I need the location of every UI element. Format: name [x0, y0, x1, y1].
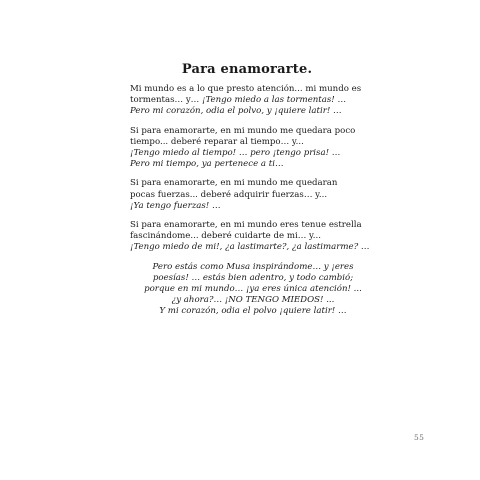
poem-line: Pero estás como Musa inspirándome… y ¡eres [152, 261, 354, 272]
poem-line-part: tormentas… y… [130, 95, 202, 106]
stanza-4 [130, 220, 370, 254]
stanza-1 [130, 84, 370, 118]
poem-title: Para enamorarte. [181, 62, 313, 77]
poem-line: porque en mi mundo… ¡ya eres única atención! ... [144, 284, 362, 295]
poem-line: Si para enamorarte, en mi mundo me quedaran [130, 178, 338, 189]
poem-line: Mi mundo es a lo que presto atención... mi mundo es [130, 84, 362, 94]
poem-body [130, 84, 370, 326]
poem-line: pocas fuerzas... deberé adquirir fuerzas… y... [130, 189, 328, 200]
poem-line: Si para enamorarte, en mi mundo eres tenue estrella [130, 220, 362, 231]
poem-line: ¡Ya tengo fuerzas! … [130, 200, 221, 211]
poem-line: Pero mi corazón, odia el polvo, y ¡quiere latir! … [130, 106, 342, 117]
poem-line: ¡Tengo miedo al tiempo! … pero ¡tengo prisa! … [130, 148, 341, 159]
page-number: 55 [414, 433, 425, 442]
poem-line: fascinándome... deberé cuidarte de mi… y... [130, 231, 321, 242]
poem-line [130, 95, 370, 106]
final-stanza [130, 262, 376, 318]
poem-line: poesías! … estás bien adentro, y todo cambió; [152, 272, 354, 283]
poem-line: ¡Tengo miedo de mi!, ¿a lastimarte?, ¿a lastimarme? … [130, 242, 370, 253]
poem-line: tiempo... deberé reparar al tiempo… y... [130, 136, 304, 147]
poem-line: Y mi corazón, odia el polvo ¡quiere latir! … [159, 306, 347, 317]
poem-line: Si para enamorarte, en mi mundo me quedara poco [130, 125, 356, 136]
poem-line: Pero mi tiempo, ya pertenece a ti… [130, 159, 284, 170]
stanza-3 [130, 178, 370, 212]
poem-line: ¿y ahora?… ¡NO TENGO MIEDOS! ... [171, 295, 335, 306]
poem-line-part: ¡Tengo miedo a las tormentas! … [202, 95, 347, 106]
stanza-2 [130, 126, 370, 171]
